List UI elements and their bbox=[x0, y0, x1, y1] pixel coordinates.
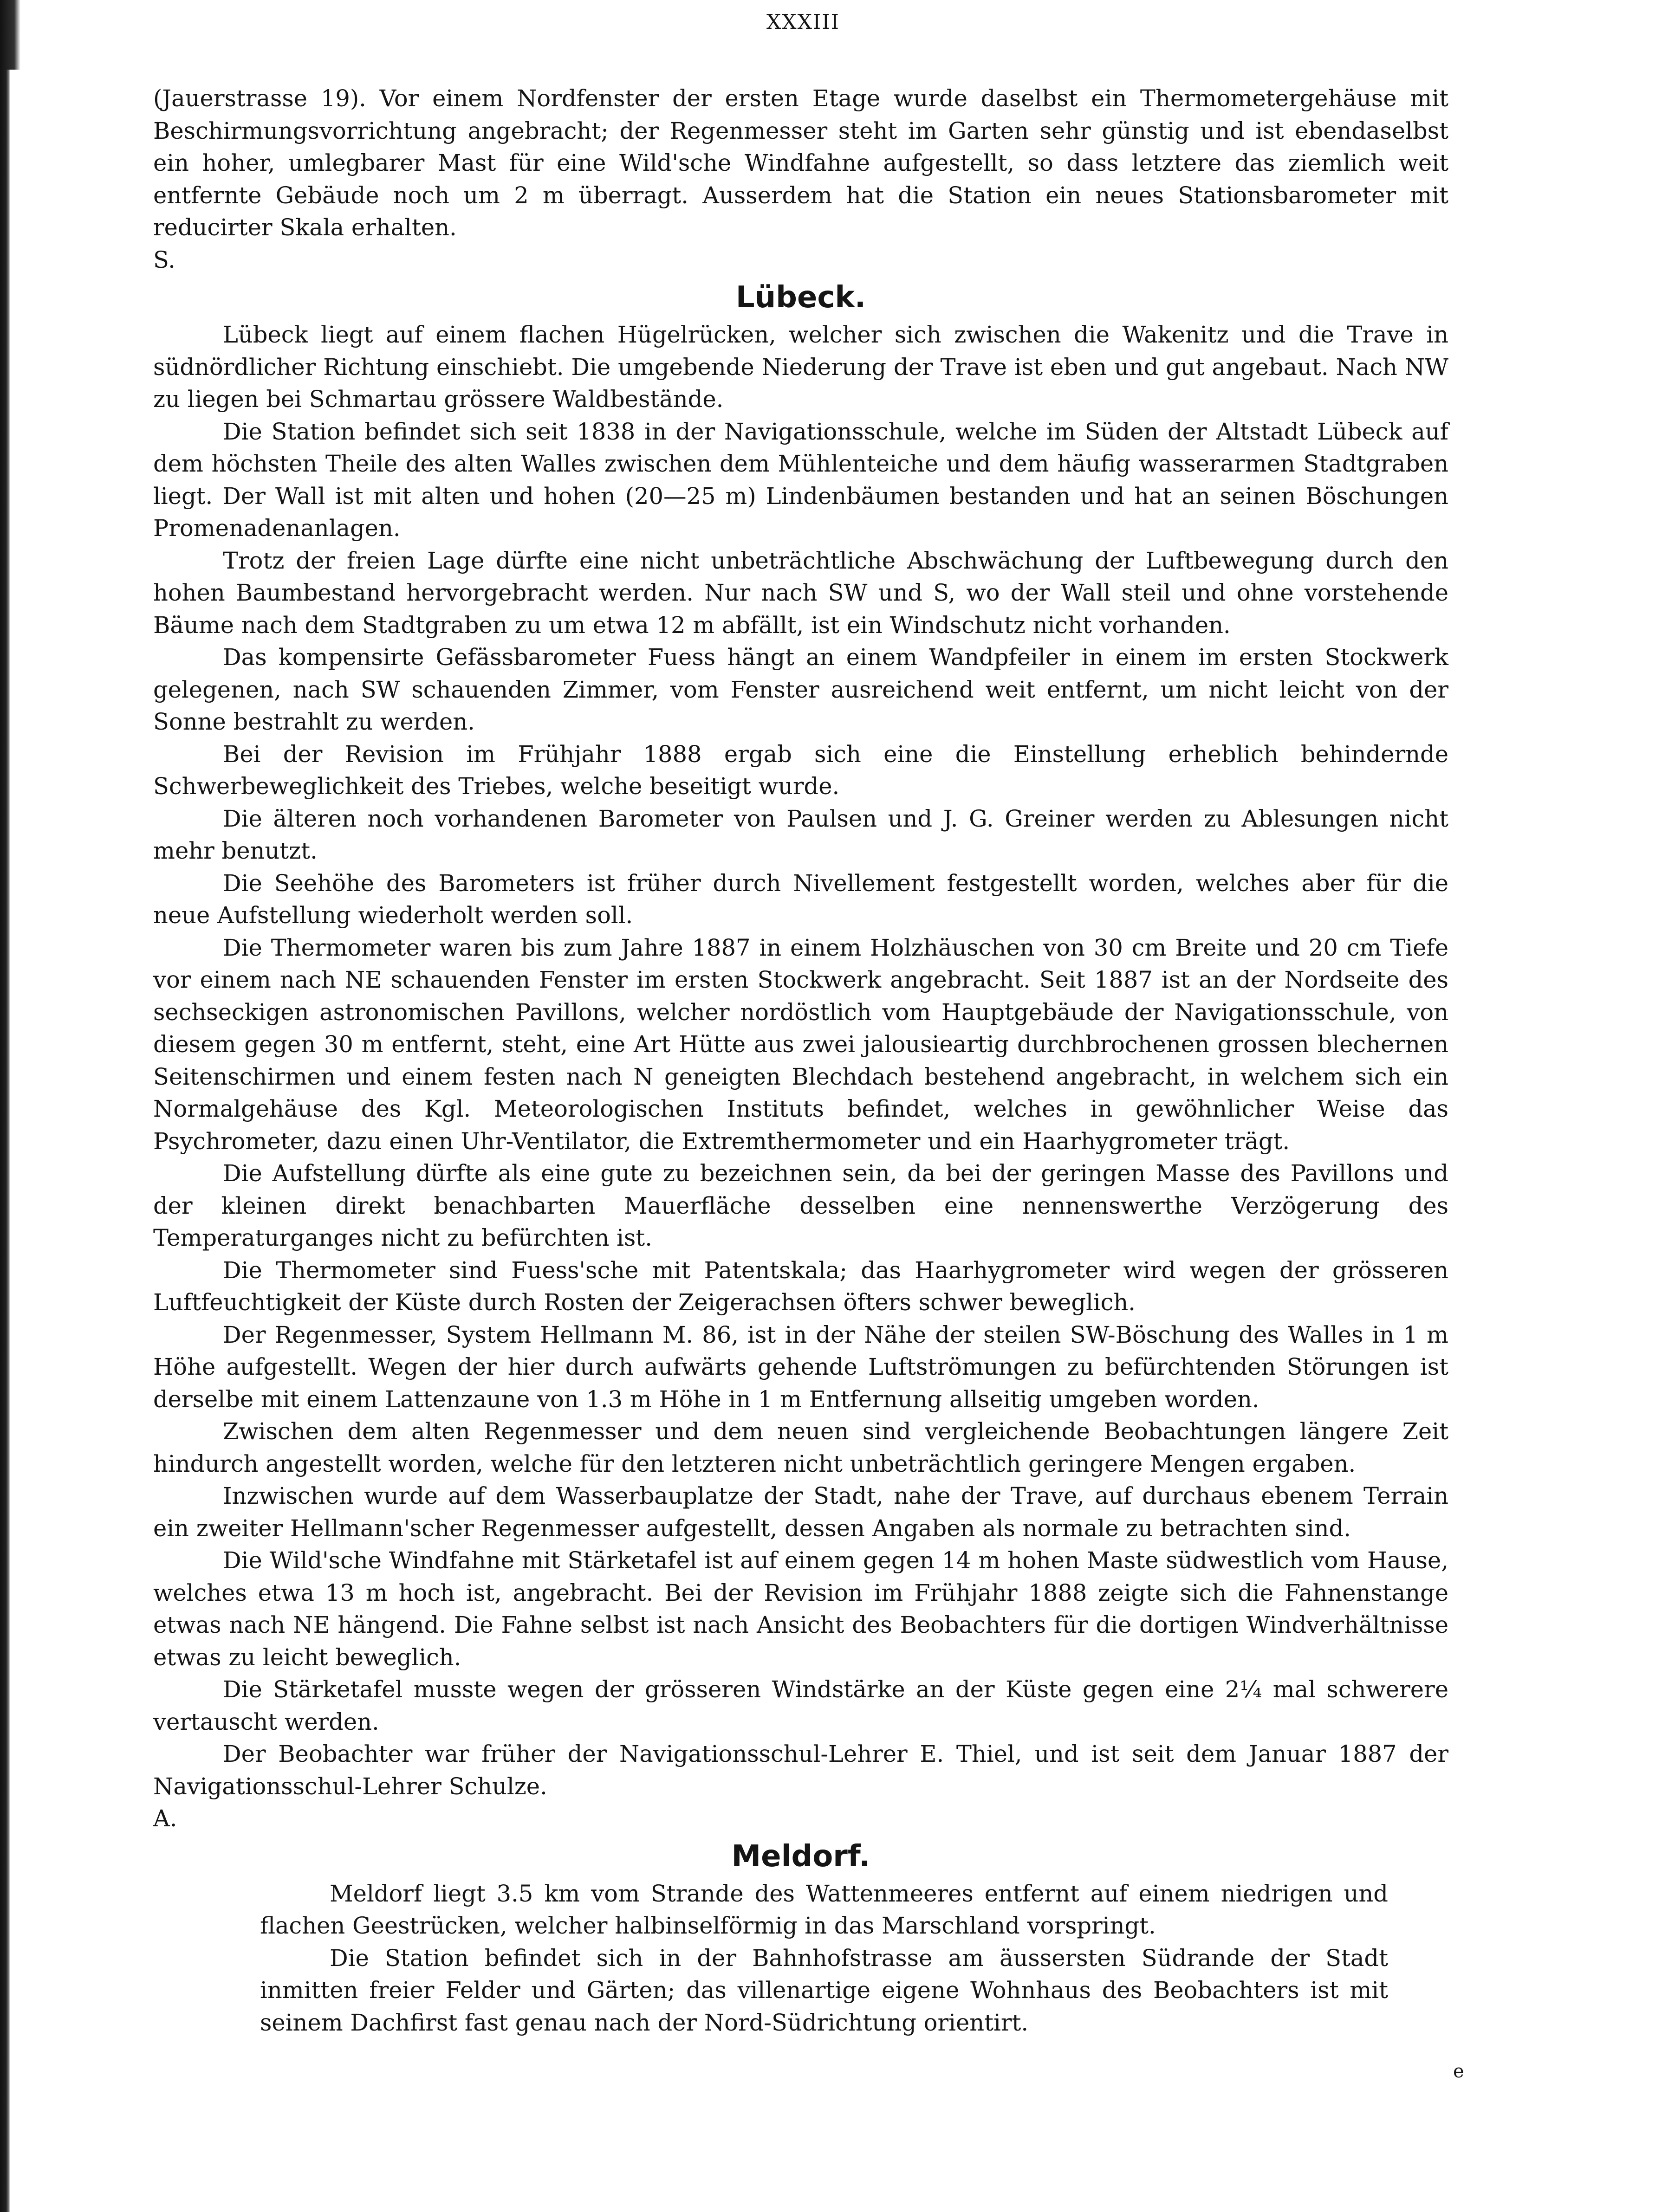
luebeck-paragraph: Bei der Revision im Frühjahr 1888 ergab sich eine die Einstellung erheblich behindernde Schwerbeweglichkeit des Triebes, welche beseitigt wurde. bbox=[153, 740, 1448, 800]
luebeck-paragraph: Die Aufstellung dürfte als eine gute zu bezeichnen sein, da bei der geringen Masse des Pavillons und der kleinen direkt benachbarten Mauerfläche desselben eine nennenswerthe Verzögerung des Temperaturganges nicht zu befürchten ist. bbox=[153, 1160, 1448, 1251]
meldorf-paragraph: Meldorf liegt 3.5 km vom Strande des Wattenmeeres entfernt auf einem niedrigen und flachen Geestrücken, welcher halbinselförmig in das Marschland vorspringt. bbox=[260, 1880, 1388, 1939]
luebeck-signature: A. bbox=[153, 1805, 177, 1832]
luebeck-paragraph: Inzwischen wurde auf dem Wasserbauplatze der Stadt, nahe der Trave, auf durchaus ebenem Terrain ein zweiter Hellmann'scher Regenmesser aufgestellt, dessen Angaben als normale zu betrachten sind. bbox=[153, 1482, 1448, 1542]
footer-signature-mark: e bbox=[1453, 2061, 1464, 2082]
page-binding-shadow bbox=[0, 0, 20, 70]
luebeck-paragraph: Zwischen dem alten Regenmesser und dem neuen sind vergleichende Beobachtungen längere Zeit hindurch angestellt worden, welche für den letzteren nicht unbeträchtlich geringere Mengen ergaben. bbox=[153, 1418, 1448, 1477]
intro-paragraph: (Jauerstrasse 19). Vor einem Nordfenster der ersten Etage wurde daselbst ein Thermometergehäuse mit Beschirmungsvorrichtung angebracht; der Regenmesser steht im Garten sehr günstig und ist ebendaselbst ein hoher, umlegbarer Mast für eine Wild'sche Windfahne aufgestellt, so dass letztere das ziemlich weit entfernte Gebäude noch um 2 m überragt. Ausserdem hat die Station ein neues Stationsbarometer mit reducirter Skala erhalten. bbox=[153, 85, 1448, 241]
luebeck-paragraph: Die Thermometer sind Fuess'sche mit Patentskala; das Haarhygrometer wird wegen der grösseren Luftfeuchtigkeit der Küste durch Rosten der Zeigerachsen öfters schwer beweglich. bbox=[153, 1256, 1448, 1316]
luebeck-paragraph: Die älteren noch vorhandenen Barometer von Paulsen und J. G. Greiner werden zu Ablesungen nicht mehr benutzt. bbox=[153, 805, 1448, 864]
luebeck-paragraph: Die Wild'sche Windfahne mit Stärketafel ist auf einem gegen 14 m hohen Maste südwestlich vom Hause, welches etwa 13 m hoch ist, angebracht. Bei der Revision im Frühjahr 1888 zeigte sich die Fahnenstange etwas nach NE hängend. Die Fahne selbst ist nach Ansicht des Beobachters für die dortigen Windverhältnisse etwas zu leicht beweglich. bbox=[153, 1547, 1448, 1671]
luebeck-paragraph: Der Beobachter war früher der Navigationsschul-Lehrer E. Thiel, und ist seit dem Januar 1887 der Navigationsschul-Lehrer Schulze. bbox=[153, 1740, 1448, 1800]
meldorf-section bbox=[260, 1878, 1388, 2039]
luebeck-paragraph: Lübeck liegt auf einem flachen Hügelrücken, welcher sich zwischen die Wakenitz und die Trave in südnördlicher Richtung einschiebt. Die umgebende Niederung der Trave ist eben und gut angebaut. Nach NW zu liegen bei Schmartau grössere Waldbestände. bbox=[153, 321, 1448, 413]
luebeck-paragraph: Die Station befindet sich seit 1838 in der Navigationsschule, welche im Süden der Altstadt Lübeck auf dem höchsten Theile des alten Walles zwischen dem Mühlenteiche und dem häufig wasserarmen Stadtgraben liegt. Der Wall ist mit alten und hohen (20—25 m) Lindenbäumen bestanden und hat an seinen Böschungen Promenadenanlagen. bbox=[153, 418, 1448, 542]
luebeck-paragraph: Die Seehöhe des Barometers ist früher durch Nivellement festgestellt worden, welches aber für die neue Aufstellung wiederholt werden soll. bbox=[153, 869, 1448, 929]
luebeck-paragraph: Die Stärketafel musste wegen der grösseren Windstärke an der Küste gegen eine 2¼ mal schwerere vertauscht werden. bbox=[153, 1676, 1448, 1735]
intro-signature: S. bbox=[153, 246, 175, 273]
page-content bbox=[153, 83, 1448, 2039]
page-binding-edge bbox=[0, 0, 10, 2212]
luebeck-paragraph: Trotz der freien Lage dürfte eine nicht unbeträchtliche Abschwächung der Luftbewegung durch den hohen Baumbestand hervorgebracht werden. Nur nach SW und S, wo der Wall steil und ohne vorstehende Bäume nach dem Stadtgraben zu um etwa 12 m abfällt, ist ein Windschutz nicht vorhanden. bbox=[153, 547, 1448, 639]
luebeck-paragraph: Die Thermometer waren bis zum Jahre 1887 in einem Holzhäuschen von 30 cm Breite und 20 cm Tiefe vor einem nach NE schauenden Fenster im ersten Stockwerk angebracht. Seit 1887 ist an der Nordseite des sechseckigen astronomischen Pavillons, welcher nordöstlich vom Hauptgebäude der Navigationsschule, von diesem gegen 30 m entfernt, steht, eine Art Hütte aus zwei jalousieartig durchbrochenen grossen blechernen Seitenschirmen und einem festen nach N geneigten Blechdach bestehend angebracht, in welchem sich ein Normalgehäuse des Kgl. Meteorologischen Instituts befindet, welches in gewöhnlicher Weise das Psychrometer, dazu einen Uhr-Ventilator, die Extremthermometer und ein Haarhygrometer trägt. bbox=[153, 934, 1448, 1155]
luebeck-paragraph: Das kompensirte Gefässbarometer Fuess hängt an einem Wandpfeiler in einem im ersten Stockwerk gelegenen, nach SW schauenden Zimmer, vom Fenster ausreichend weit entfernt, um nicht leicht von der Sonne bestrahlt zu werden. bbox=[153, 644, 1448, 735]
page-number: XXXIII bbox=[766, 10, 840, 34]
luebeck-paragraph: Der Regenmesser, System Hellmann M. 86, ist in der Nähe der steilen SW-Böschung des Walles in 1 m Höhe aufgestellt. Wegen der hier durch aufwärts gehende Luftströmungen zu befürchtenden Störungen ist derselbe mit einem Lattenzaune von 1.3 m Höhe in 1 m Entfernung allseitig umgeben worden. bbox=[153, 1321, 1448, 1413]
meldorf-paragraph: Die Station befindet sich in der Bahnhofstrasse am äussersten Südrande der Stadt inmitten freier Felder und Gärten; das villenartige eigene Wohnhaus des Beobachters ist mit seinem Dachfirst fast genau nach der Nord-Südrichtung orientirt. bbox=[260, 1944, 1388, 2036]
section-heading-meldorf: Meldorf. bbox=[731, 1839, 870, 1874]
section-heading-luebeck: Lübeck. bbox=[735, 280, 866, 315]
